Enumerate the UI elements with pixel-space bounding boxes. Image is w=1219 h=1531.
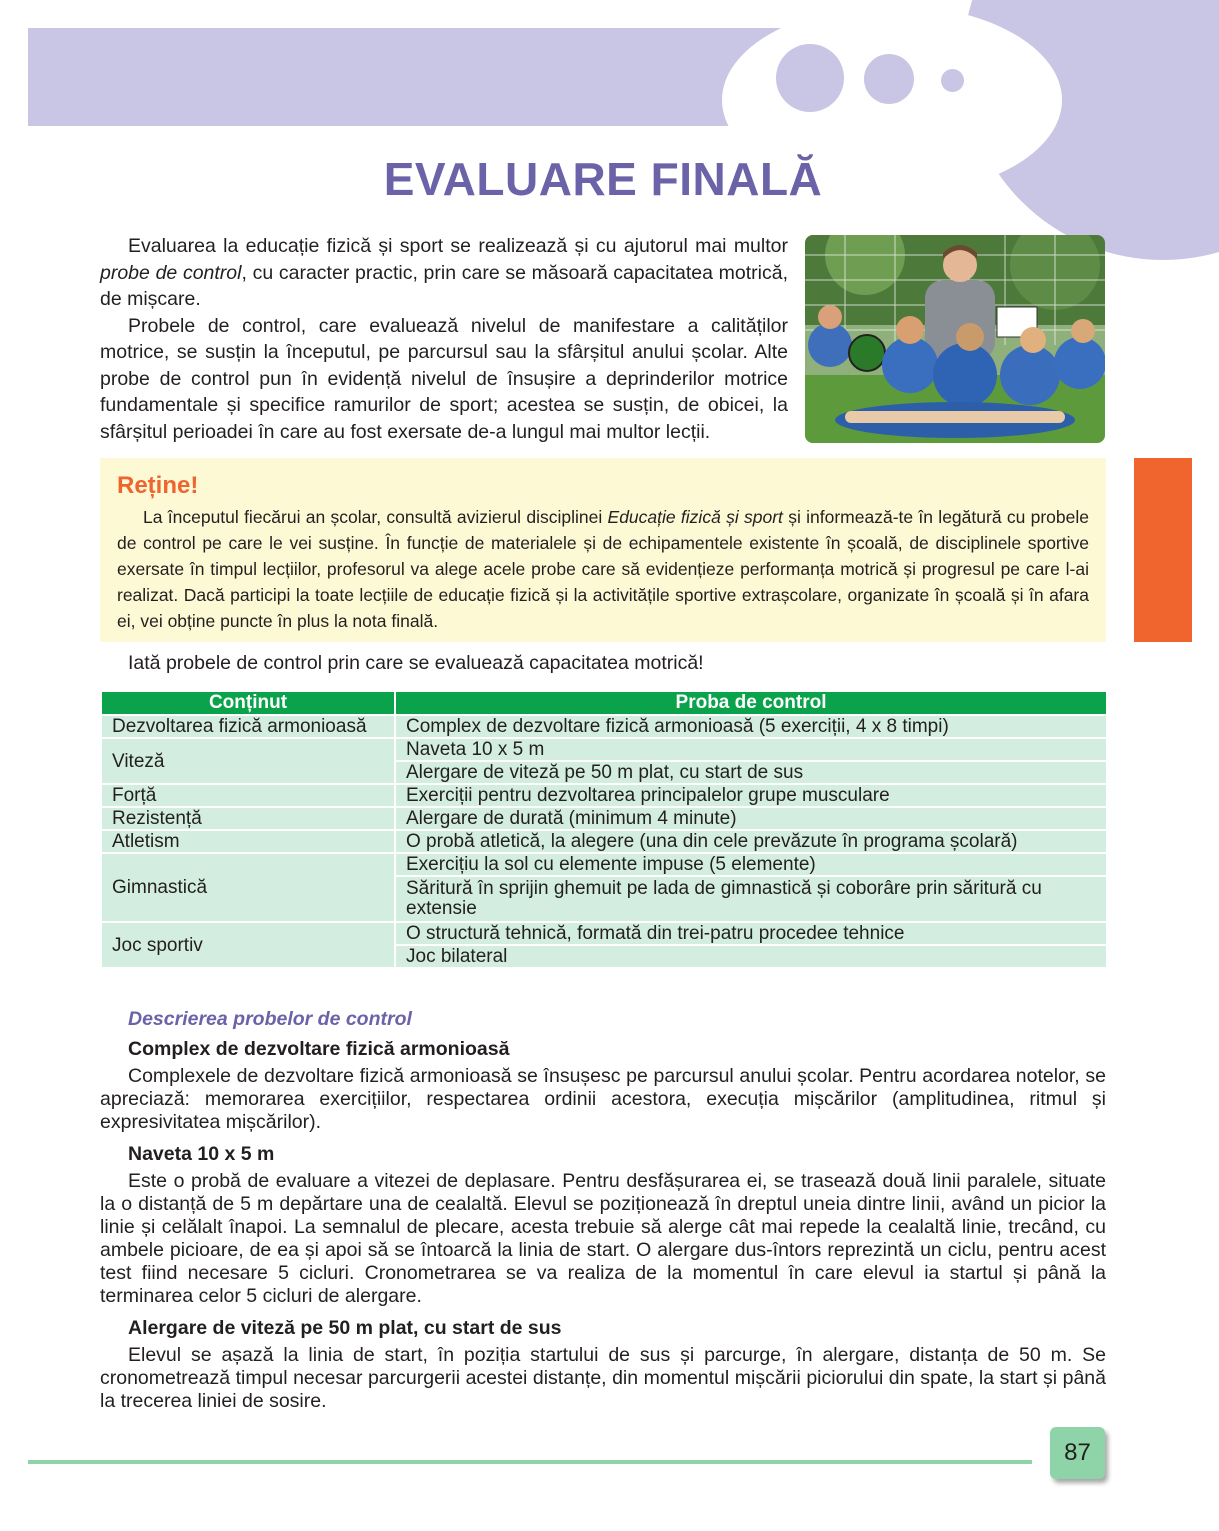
tests-description (100, 1008, 1106, 1422)
content-cell: Atletism (101, 830, 395, 853)
decor-dot-medium (864, 54, 914, 104)
table-header-row (101, 691, 1107, 715)
table-row (101, 715, 1107, 738)
table-row (101, 738, 1107, 761)
remember-text-start: La începutul fiecărui an școlar, consultă avizierul disciplinei (143, 507, 608, 527)
content-cell: Gimnastică (101, 853, 395, 922)
intro-p1-start: Evaluarea la educație fizică și sport se realizează și cu ajutorul mai multor (128, 235, 788, 257)
footer-line (28, 1460, 1032, 1464)
page-title: EVALUARE FINALĂ (383, 153, 823, 205)
decor-dot-small (941, 69, 964, 92)
test-cell: Săritură în sprijin ghemuit pe lada de gimnastică și coborâre prin săritură cu extensie (395, 876, 1107, 922)
test-cell: Exerciții pentru dezvoltarea principalelor grupe musculare (395, 784, 1107, 807)
test-cell: O structură tehnică, formată din trei-patru procedee tehnice (395, 922, 1107, 945)
table-row (101, 784, 1107, 807)
header-test: Proba de control (395, 691, 1107, 715)
section-text: Complexele de dezvoltare fizică armonioasă se însușesc pe parcursul anului școlar. Pentru acordarea notelor, se apreciază: memorarea exercițiilor, respectarea ordinii acestora, execuția mișcărilor (amplitudinea, ritmul și expresivitatea mișcărilor). (100, 1065, 1106, 1133)
intro-paragraph-2: Probele de control, care evaluează nivelul de manifestare a calităților motrice, se susțin la începutul, pe parcursul sau la sfârșitul anului școlar. Alte probe de control pun în evidență nivelul de însușire a deprinderilor motrice fundamentale și specifice ramurilor de sport; acestea se susțin, de obicei, la sfârșitul perioadei în care au fost exersate de-a lungul mai multor lecții. (100, 314, 788, 443)
section-title: Complex de dezvoltare fizică armonioasă (128, 1038, 510, 1060)
test-cell: Exercițiu la sol cu elemente impuse (5 elemente) (395, 853, 1107, 876)
coach-with-kids-photo (805, 235, 1105, 443)
header-content: Conținut (101, 691, 395, 715)
remember-text (117, 504, 1089, 634)
remember-text-emphasis: Educație fizică și sport (607, 507, 783, 527)
table-row (101, 807, 1107, 830)
section-text: Este o probă de evaluare a vitezei de deplasare. Pentru desfășurarea ei, se trasează două linii paralele, situate la o distanță de 5 m depărtare una de cealaltă. Elevul se poziționează în dreptul uneia dintre linii, având un picior la linie și celălalt înapoi. La semnalul de plecare, acesta trebuie să alerge cât mai repede la cealaltă linie, trecând, cu ambele picioare, de ea și apoi să se întoarcă la linia de start. O alergare dus-întors reprezintă un ciclu, pentru acest test fiind necesare 5 cicluri. Cronometrarea se va realiza de la momentul în care elevul ia startul și până la terminarea celor 5 cicluri de alergare. (100, 1170, 1106, 1307)
test-cell: Alergare de viteză pe 50 m plat, cu start de sus (395, 761, 1107, 784)
intro-p1-emphasis: probe de control (100, 261, 242, 284)
content-cell: Rezistență (101, 807, 395, 830)
content-cell: Forță (101, 784, 395, 807)
table-row (101, 853, 1107, 876)
remember-text-end: și informează-te în legătură cu probele de control pe care le vei susține. În funcție de materialele și de echipamentele existente în școală, de disciplinele sportive exersate în timpul lecțiilor, profesorul va alege acele probe care să evidențieze performanța motrică și progresul pe care l-ai realizat. Dacă participi la toate lecțiile de educație fizică și la activitățile sportive extrașcolare, organizate în școală și în afara ei, vei obține puncte în plus la nota finală. (117, 507, 1089, 631)
test-cell: O probă atletică, la alegere (una din cele prevăzute în programa școlară) (395, 830, 1107, 853)
remember-title: Reține! (117, 472, 199, 499)
content-cell: Viteză (101, 738, 395, 784)
intro-p1-end: , cu caracter practic, prin care se măsoară capacitatea motrică, de mișcare. (100, 261, 788, 310)
remember-box (100, 458, 1106, 642)
control-tests-table (100, 690, 1108, 969)
section-title: Alergare de viteză pe 50 m plat, cu start de sus (128, 1317, 562, 1339)
content-cell: Dezvoltarea fizică armonioasă (101, 715, 395, 738)
table-row (101, 922, 1107, 945)
test-cell: Joc bilateral (395, 945, 1107, 968)
table-intro: Iată probele de control prin care se evaluează capacitatea motrică! (128, 652, 704, 674)
side-color-tab (1134, 458, 1192, 642)
decor-dot-large (776, 44, 844, 112)
section-text: Elevul se așază la linia de start, în poziția startului de sus și parcurge, în alergare, distanța de 50 m. Se cronometrează timpul necesar parcurgerii acestei distanțe, din momentul mișcării piciorului din spate, la start și până la trecerea liniei de sosire. (100, 1344, 1106, 1412)
page-number: 87 (1050, 1427, 1105, 1479)
test-cell: Naveta 10 x 5 m (395, 738, 1107, 761)
content-cell: Joc sportiv (101, 922, 395, 968)
test-cell: Alergare de durată (minimum 4 minute) (395, 807, 1107, 830)
intro-text (100, 233, 788, 445)
description-heading: Descrierea probelor de control (128, 1008, 412, 1030)
table-row (101, 830, 1107, 853)
section-title: Naveta 10 x 5 m (128, 1143, 275, 1165)
intro-paragraph-1 (100, 233, 788, 313)
photo-illustration (805, 235, 1105, 443)
test-cell: Complex de dezvoltare fizică armonioasă (5 exerciții, 4 x 8 timpi) (395, 715, 1107, 738)
